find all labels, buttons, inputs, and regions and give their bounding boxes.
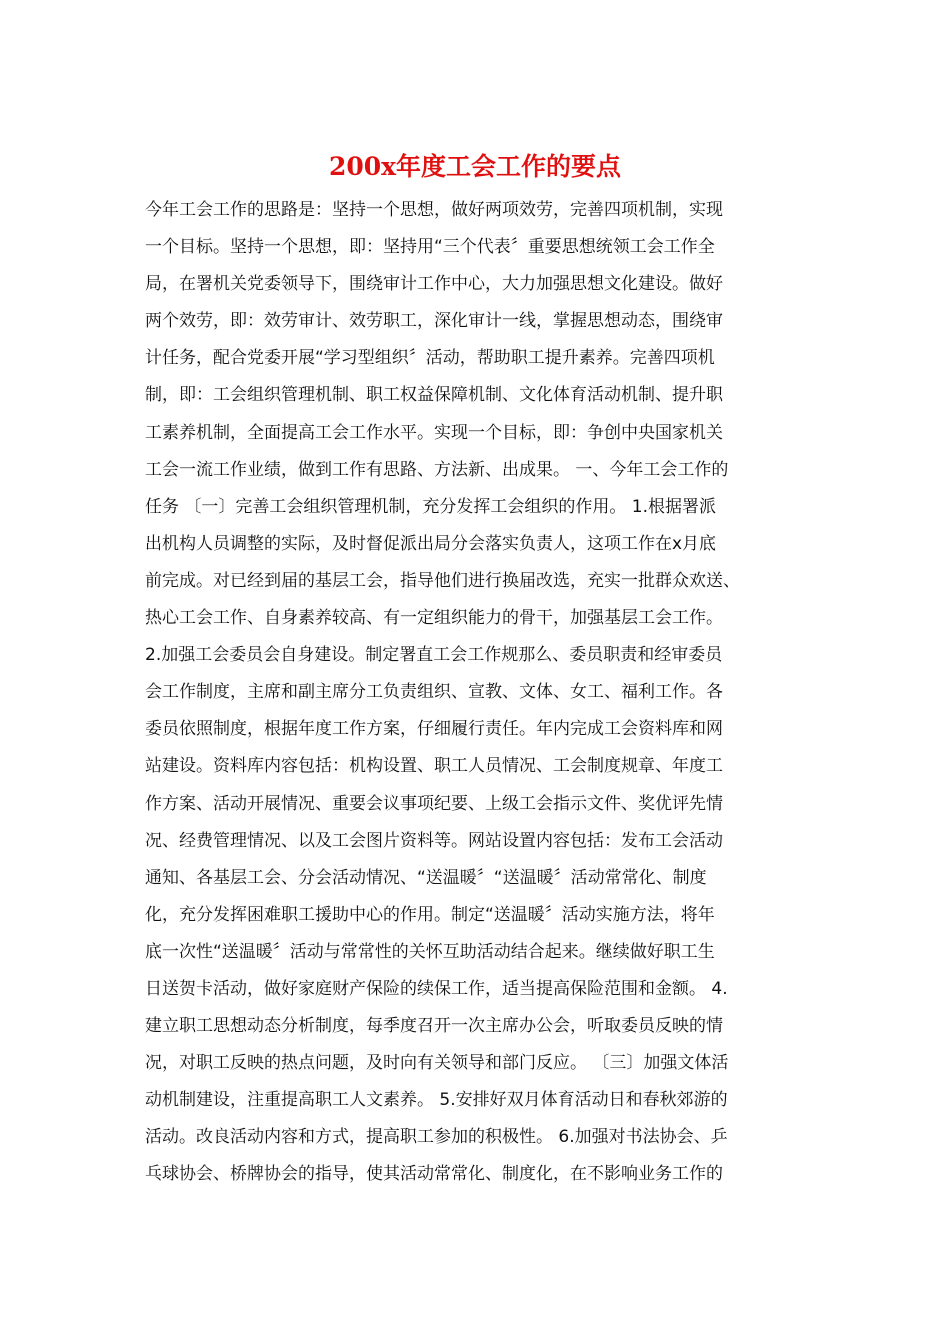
body-line: 计任务，配合党委开展“学习型组织〞活动，帮助职工提升素养。完善四项机	[145, 348, 715, 369]
body-line: 化，充分发挥困难职工援助中心的作用。制定“送温暖〞活动实施方法，将年	[145, 904, 715, 925]
body-line: 委员依照制度，根据年度工作方案，仔细履行责任。年内完成工会资料库和网	[145, 719, 723, 740]
body-line: 乓球协会、桥牌协会的指导，使其活动常常化、制度化，在不影响业务工作的	[145, 1164, 723, 1185]
body-line: 活动。改良活动内容和方式，提高职工参加的积极性。 6.加强对书法协会、乒	[145, 1127, 728, 1148]
body-line: 一个目标。坚持一个思想，即：坚持用“三个代表〞重要思想统领工会工作全	[145, 237, 715, 258]
document-body	[145, 192, 815, 1194]
body-line: 任务 〔一〕完善工会组织管理机制，充分发挥工会组织的作用。 1.根据署派	[145, 496, 717, 517]
body-line: 况，对职工反映的热点问题，及时向有关领导和部门反应。 〔三〕加强文体活	[145, 1053, 729, 1074]
body-line: 2.加强工会委员会自身建设。制定署直工会工作规那么、委员职责和经审委员	[145, 645, 723, 666]
body-line: 日送贺卡活动，做好家庭财产保险的续保工作，适当提高保险范围和金额。 4.	[145, 978, 728, 999]
body-line: 底一次性“送温暖〞活动与常常性的关怀互助活动结合起来。继续做好职工生	[145, 941, 715, 962]
body-line: 两个效劳，即：效劳审计、效劳职工，深化审计一线，掌握思想动态，围绕审	[145, 311, 723, 332]
body-line: 站建设。资料库内容包括：机构设置、职工人员情况、工会制度规章、年度工	[145, 756, 723, 777]
body-line: 前完成。对已经到届的基层工会，指导他们进行换届改选，充实一批群众欢送、	[145, 570, 740, 591]
body-line: 动机制建设，注重提高职工人文素养。 5.安排好双月体育活动日和春秋郊游的	[145, 1090, 728, 1111]
body-line: 热心工会工作、自身素养较高、有一定组织能力的骨干，加强基层工会工作。	[145, 608, 723, 629]
body-line: 作方案、活动开展情况、重要会议事项纪要、上级工会指示文件、奖优评先情	[145, 793, 723, 814]
body-line: 通知、各基层工会、分会活动情况、“送温暖〞“送温暖〞活动常常化、制度	[145, 867, 707, 888]
body-line: 出机构人员调整的实际，及时督促派出局分会落实负责人，这项工作在x月底	[145, 533, 717, 554]
body-line: 局，在署机关党委领导下，围绕审计工作中心，大力加强思想文化建设。做好	[145, 274, 723, 295]
document-title: 200x年度工会工作的要点	[328, 152, 622, 181]
body-line: 工素养机制，全面提高工会工作水平。实现一个目标，即：争创中央国家机关	[145, 422, 723, 443]
body-line: 工会一流工作业绩，做到工作有思路、方法新、出成果。 一、今年工会工作的	[145, 459, 729, 480]
body-line: 建立职工思想动态分析制度，每季度召开一次主席办公会，听取委员反映的情	[145, 1016, 723, 1037]
body-line: 今年工会工作的思路是：坚持一个思想，做好两项效劳，完善四项机制，实现	[145, 200, 723, 220]
body-line: 况、经费管理情况、以及工会图片资料等。网站设置内容包括：发布工会活动	[145, 830, 723, 851]
body-line: 会工作制度，主席和副主席分工负责组织、宣教、文体、女工、福利工作。各	[145, 682, 723, 703]
body-line: 制，即：工会组织管理机制、职工权益保障机制、文化体育活动机制、提升职	[145, 385, 723, 406]
